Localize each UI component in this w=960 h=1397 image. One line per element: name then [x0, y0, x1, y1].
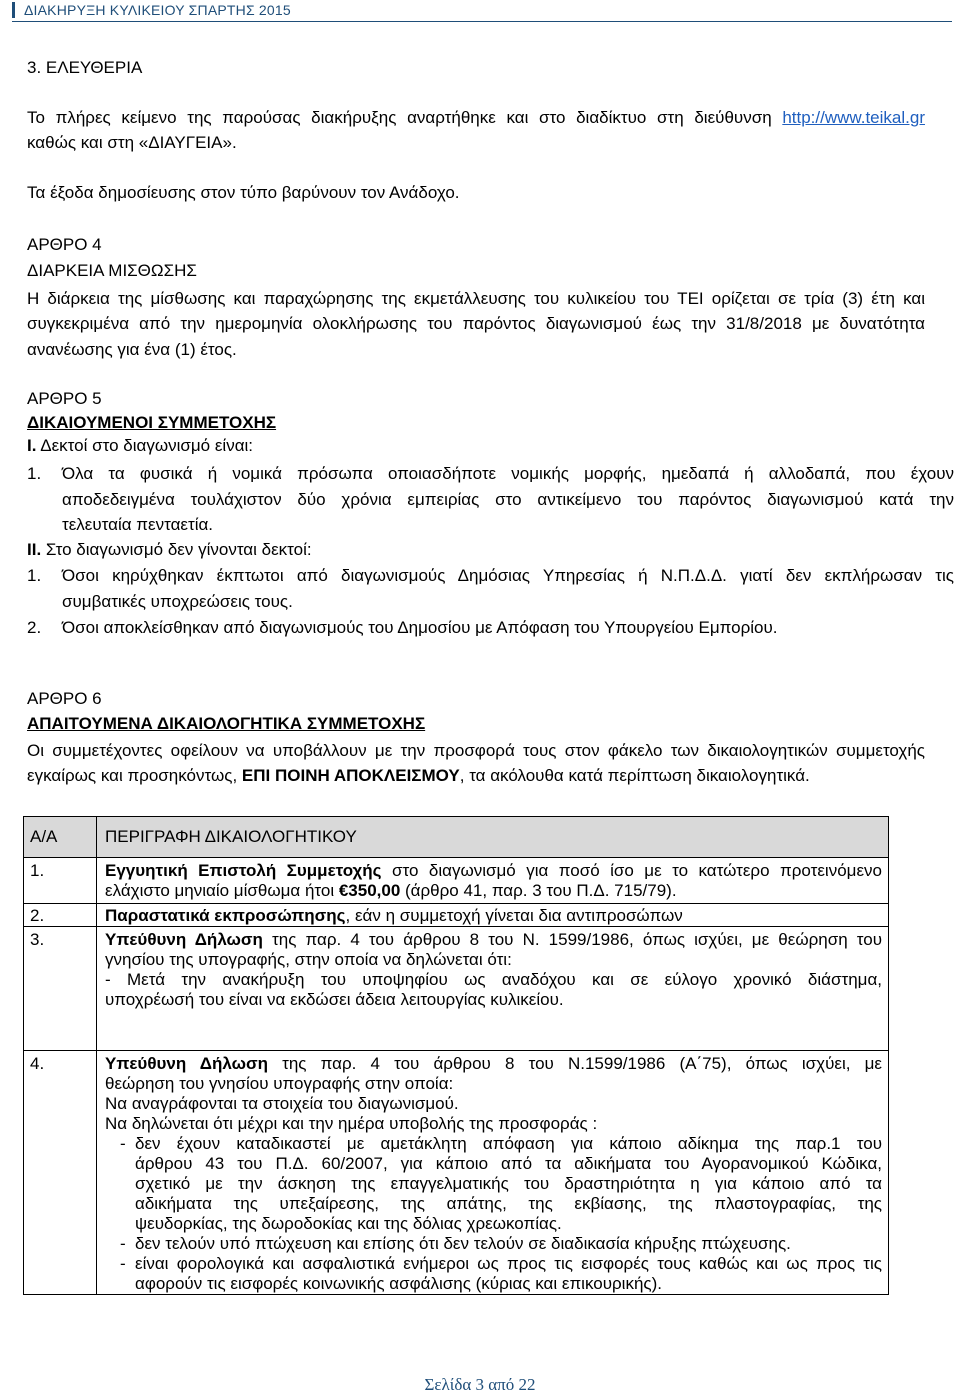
intro-text: εγκαίρως και προσηκόντως,: [27, 766, 238, 785]
col-header-aa: Α/Α: [24, 817, 97, 858]
list-number: 1.: [27, 464, 42, 483]
page-number: Σελίδα 3 από 22: [424, 1375, 536, 1394]
row-number: 2.: [24, 904, 97, 927]
expenses-paragraph: Τα έξοδα δημοσίευσης στον τύπο βαρύνουν τον Ανάδοχο.: [27, 183, 460, 202]
article-4-line: ανανέωσης για ένα (1) έτος.: [27, 340, 237, 359]
header-title: ΔΙΑΚΗΡΥΞΗ ΚΥΛΙΚΕΙΟΥ ΣΠΑΡΤΗΣ 2015: [24, 2, 291, 18]
table-row: [24, 927, 889, 1051]
header-rule: [12, 21, 952, 22]
article-4-number: ΑΡΘΡΟ 4: [27, 235, 102, 254]
article-5-section-ii: [27, 540, 312, 560]
row-description: Εγγυητική Επιστολή Συμμετοχής στο διαγωνισμό για ποσό ίσο με το κατώτερο προτεινόμενο ελάχιστο μηνιαίο μίσθωμα ήτοι €350,00 (άρθρο 41, παρ. 3 του Π.Δ. 715/79).: [97, 858, 889, 904]
row-description: Υπεύθυνη Δήλωση της παρ. 4 του άρθρου 8 του Ν.1599/1986 (Α΄75), όπως ισχύει, με θεώρηση του γνησίου υπογραφής στην οποία: Να αναγράφονται τα στοιχεία του διαγωνισμού. Να δηλώνεται ότι μέχρι και την ημέρα υποβολής της προσφοράς : - δεν έχουν καταδικαστεί με αμετάκλητη απόφαση για κάποιο αδίκημα της παρ.1 του άρθρου 43 του Π.Δ. 60/2007, για κάποιο από τα αδικήματα του Αγορανομικού Κώδικα, σχετικό με την άσκηση της επαγγελματικής του δραστηριότητα η για κάποιο από τα αδικήματα της υπεξαίρεσης, της απάτης, της εκβίασης, της πλαστογραφίας, της ψευδορκίας, της δωροδοκίας και της δόλιας χρεωκοπίας. - δεν τελούν υπό πτώχευση και επίσης ότι δεν τελούν σε διαδικασία κήρυξης πτώχευσης. - είναι φορολογικά και ασφαλιστικά ενήμεροι ως προς τις εισφορές τους καθώς και ως προς τις αφορούν τις εισφορές κοινωνικής ασφάλισης (κύριας και επικουρικής).: [97, 1051, 889, 1295]
article-6-number: ΑΡΘΡΟ 6: [27, 689, 102, 708]
bullet-item: - δεν τελούν υπό πτώχευση και επίσης ότι δεν τελούν σε διαδικασία κήρυξης πτώχευσης.: [120, 1234, 791, 1253]
article-6-intro: Οι συμμετέχοντες οφείλουν να υποβάλλουν με την προσφορά τους στον φάκελο των δικαιολογητικών συμμετοχής: [27, 741, 925, 760]
intro-text-end: , τα ακόλουθα κατά περίπτωση δικαιολογητικά.: [459, 766, 810, 785]
row-description: Παραστατικά εκπροσώπησης, εάν η συμμετοχή γίνεται δια αντιπροσώπων: [97, 904, 889, 927]
article-6-intro-cont: [27, 766, 810, 786]
table-row: [24, 904, 889, 927]
section-ii-label: ΙΙ.: [27, 540, 42, 559]
bullet-item: - δεν έχουν καταδικαστεί με αμετάκλητη απόφαση για κάποιο αδίκημα της παρ.1 του άρθρου 43 του Π.Δ. 60/2007, για κάποιο από τα αδικήματα του Αγορανομικού Κώδικα, σχετικό με την άσκηση της επαγγελματικής του δραστηριότητα η για κάποιο από τα αδικήματα της υπεξαίρεσης, της απάτης, της εκβίασης, της πλαστογραφίας, της ψευδορκίας, της δωροδοκίας και της δόλιας χρεωκοπίας.: [120, 1134, 882, 1233]
eligible-line: αποδεδειγμένα τουλάχιστον δύο χρόνια εμπειρίας στο αντικείμενο του παρόντος διαγωνισμού κατά την: [62, 490, 954, 509]
publication-paragraph: [27, 108, 925, 128]
excluded-line: συμβατικές υποχρεώσεις τους.: [62, 592, 293, 611]
table-row: [24, 858, 889, 904]
article-4-line: Η διάρκεια της μίσθωσης και παραχώρησης της εκμετάλλευσης του κυλικείου του ΤΕΙ ορίζεται σε τρία (3) έτη και: [27, 289, 925, 308]
row-number: 1.: [24, 858, 97, 904]
excluded-line: Όσοι κηρύχθηκαν έκπτωτοι από διαγωνισμούς Δημόσιας Υπηρεσίας ή Ν.Π.Δ.Δ. γιατί δεν εκπλήρωσαν τις: [62, 566, 954, 585]
documents-table: [23, 816, 889, 1295]
section-i-label: Ι.: [27, 436, 37, 455]
eligible-line: τελευταία πενταετία.: [62, 515, 214, 534]
list-number: 1.: [27, 566, 42, 585]
section-i-text: Δεκτοί στο διαγωνισμό είναι:: [40, 436, 254, 455]
table-header-row: [24, 817, 889, 858]
header-accent-bar: [12, 2, 15, 18]
article-5-title: ΔΙΚΑΙΟΥΜΕΝΟΙ ΣΥΜΜΕΤΟΧΗΣ: [27, 413, 277, 432]
eligible-line: Όλα τα φυσικά ή νομικά πρόσωπα οποιασδήποτε νομικής μορφής, ημεδαπά ή αλλοδαπά, που έχουν: [62, 464, 954, 483]
article-5-number: ΑΡΘΡΟ 5: [27, 389, 102, 408]
article-4-line: συγκεκριμένα από την ημερομηνία ολοκλήρωσης του παρόντος διαγωνισμού έως την 31/8/2018 με δυνατότητα: [27, 314, 925, 333]
teikal-link[interactable]: http://www.teikal.gr: [782, 108, 925, 127]
col-header-description: ΠΕΡΙΓΡΑΦΗ ΔΙΚΑΙΟΛΟΓΗΤΙΚΟΥ: [97, 817, 889, 858]
publication-continuation: καθώς και στη «ΔΙΑΥΓΕΙΑ».: [27, 133, 237, 152]
penalty-notice: ΕΠΙ ΠΟΙΝΗ ΑΠΟΚΛΕΙΣΜΟΥ: [241, 766, 460, 785]
list-number: 2.: [27, 618, 42, 637]
article-4-title: ΔΙΑΡΚΕΙΑ ΜΙΣΘΩΣΗΣ: [27, 261, 197, 280]
table-row: [24, 1051, 889, 1295]
row-description: Υπεύθυνη Δήλωση της παρ. 4 του άρθρου 8 του Ν. 1599/1986, όπως ισχύει, με θεώρηση του γνησίου της υπογραφής, στην οποία να δηλώνεται ότι: - Μετά την ανακήρυξη του υποψηφίου ως αναδόχου και σε εύλογο χρονικό διάστημα, υποχρέωσή του είναι να εκδώσει άδεια λειτουργίας κυλικείου.: [97, 927, 889, 1051]
row-number: 3.: [24, 927, 97, 1051]
excluded-line: Όσοι αποκλείσθηκαν από διαγωνισμούς του Δημοσίου με Απόφαση του Υπουργείου Εμπορίου.: [62, 618, 778, 637]
article-5-section-i: [27, 436, 253, 456]
bullet-item: - είναι φορολογικά και ασφαλιστικά ενήμεροι ως προς τις εισφορές τους καθώς και ως προς τις αφορούν τις εισφορές κοινωνικής ασφάλισης (κύριας και επικουρικής).: [120, 1254, 882, 1293]
row-number: 4.: [24, 1051, 97, 1295]
section-3-heading: 3. ΕΛΕΥΘΕΡΙΑ: [27, 58, 143, 77]
publication-text: Το πλήρες κείμενο της παρούσας διακήρυξης αναρτήθηκε και στο διαδίκτυο στη διεύθυνση: [27, 108, 772, 127]
article-6-title: ΑΠΑΙΤΟΥΜΕΝΑ ΔΙΚΑΙΟΛΟΓΗΤΙΚΑ ΣΥΜΜΕΤΟΧΗΣ: [27, 714, 426, 733]
section-ii-text: Στο διαγωνισμό δεν γίνονται δεκτοί:: [45, 540, 312, 559]
